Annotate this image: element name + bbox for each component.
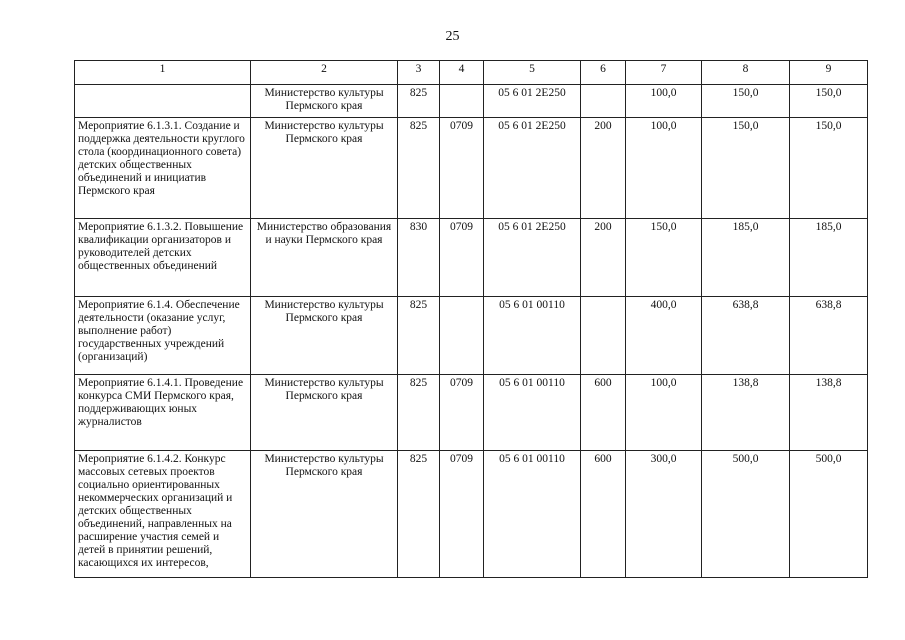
code-cell: 825 xyxy=(398,297,440,375)
amount-cell-8: 150,0 xyxy=(702,85,790,118)
amount-cell-8: 638,8 xyxy=(702,297,790,375)
event-name-cell: Мероприятие 6.1.3.2. Повышение квалификации организаторов и руководителей детских общественных объединений xyxy=(75,219,251,297)
code-cell: 825 xyxy=(398,375,440,451)
expense-type-cell: 600 xyxy=(581,375,626,451)
section-cell: 0709 xyxy=(440,451,484,578)
amount-cell-9: 150,0 xyxy=(790,118,868,219)
header-cell-9: 9 xyxy=(790,61,868,85)
header-cell-3: 3 xyxy=(398,61,440,85)
table-row xyxy=(75,375,868,451)
ministry-cell: Министерство культуры Пермского края xyxy=(251,118,398,219)
section-cell xyxy=(440,297,484,375)
event-name-cell: Мероприятие 6.1.4.2. Конкурс массовых сетевых проектов социально ориентированных некоммерческих организаций и детских общественных объединений, направленных на расширение участия семей и детей в принятии решений, касающихся их интересов, xyxy=(75,451,251,578)
table-row xyxy=(75,297,868,375)
amount-cell-9: 150,0 xyxy=(790,85,868,118)
target-article-cell: 05 6 01 2Е250 xyxy=(484,219,581,297)
code-cell: 825 xyxy=(398,85,440,118)
amount-cell-9: 138,8 xyxy=(790,375,868,451)
expense-type-cell xyxy=(581,85,626,118)
header-cell-5: 5 xyxy=(484,61,581,85)
amount-cell-9: 638,8 xyxy=(790,297,868,375)
amount-cell-7: 400,0 xyxy=(626,297,702,375)
amount-cell-8: 500,0 xyxy=(702,451,790,578)
amount-cell-7: 100,0 xyxy=(626,375,702,451)
amount-cell-9: 185,0 xyxy=(790,219,868,297)
expense-type-cell: 600 xyxy=(581,451,626,578)
table-row xyxy=(75,451,868,578)
code-cell: 825 xyxy=(398,451,440,578)
amount-cell-7: 100,0 xyxy=(626,118,702,219)
table-row xyxy=(75,85,868,118)
section-cell xyxy=(440,85,484,118)
target-article-cell: 05 6 01 00110 xyxy=(484,375,581,451)
budget-table xyxy=(74,60,868,578)
section-cell: 0709 xyxy=(440,118,484,219)
amount-cell-8: 150,0 xyxy=(702,118,790,219)
amount-cell-8: 185,0 xyxy=(702,219,790,297)
header-cell-4: 4 xyxy=(440,61,484,85)
target-article-cell: 05 6 01 2Е250 xyxy=(484,85,581,118)
header-cell-2: 2 xyxy=(251,61,398,85)
expense-type-cell: 200 xyxy=(581,219,626,297)
section-cell: 0709 xyxy=(440,219,484,297)
amount-cell-7: 300,0 xyxy=(626,451,702,578)
page-number: 25 xyxy=(445,29,460,44)
amount-cell-7: 150,0 xyxy=(626,219,702,297)
header-cell-1: 1 xyxy=(75,61,251,85)
amount-cell-8: 138,8 xyxy=(702,375,790,451)
target-article-cell: 05 6 01 00110 xyxy=(484,451,581,578)
event-name-cell: Мероприятие 6.1.4.1. Проведение конкурса СМИ Пермского края, поддерживающих юных журналистов xyxy=(75,375,251,451)
header-cell-6: 6 xyxy=(581,61,626,85)
code-cell: 830 xyxy=(398,219,440,297)
event-name-cell xyxy=(75,85,251,118)
expense-type-cell: 200 xyxy=(581,118,626,219)
header-row xyxy=(75,61,868,85)
header-cell-7: 7 xyxy=(626,61,702,85)
ministry-cell: Министерство культуры Пермского края xyxy=(251,451,398,578)
amount-cell-7: 100,0 xyxy=(626,85,702,118)
expense-type-cell xyxy=(581,297,626,375)
table-row xyxy=(75,219,868,297)
code-cell: 825 xyxy=(398,118,440,219)
ministry-cell: Министерство образования и науки Пермского края xyxy=(251,219,398,297)
table-row xyxy=(75,118,868,219)
event-name-cell: Мероприятие 6.1.3.1. Создание и поддержка деятельности круглого стола (координационного совета) детских общественных объединений и инициатив Пермского края xyxy=(75,118,251,219)
section-cell: 0709 xyxy=(440,375,484,451)
ministry-cell: Министерство культуры Пермского края xyxy=(251,85,398,118)
target-article-cell: 05 6 01 00110 xyxy=(484,297,581,375)
ministry-cell: Министерство культуры Пермского края xyxy=(251,297,398,375)
ministry-cell: Министерство культуры Пермского края xyxy=(251,375,398,451)
amount-cell-9: 500,0 xyxy=(790,451,868,578)
target-article-cell: 05 6 01 2Е250 xyxy=(484,118,581,219)
event-name-cell: Мероприятие 6.1.4. Обеспечение деятельности (оказание услуг, выполнение работ) государственных учреждений (организаций) xyxy=(75,297,251,375)
header-cell-8: 8 xyxy=(702,61,790,85)
